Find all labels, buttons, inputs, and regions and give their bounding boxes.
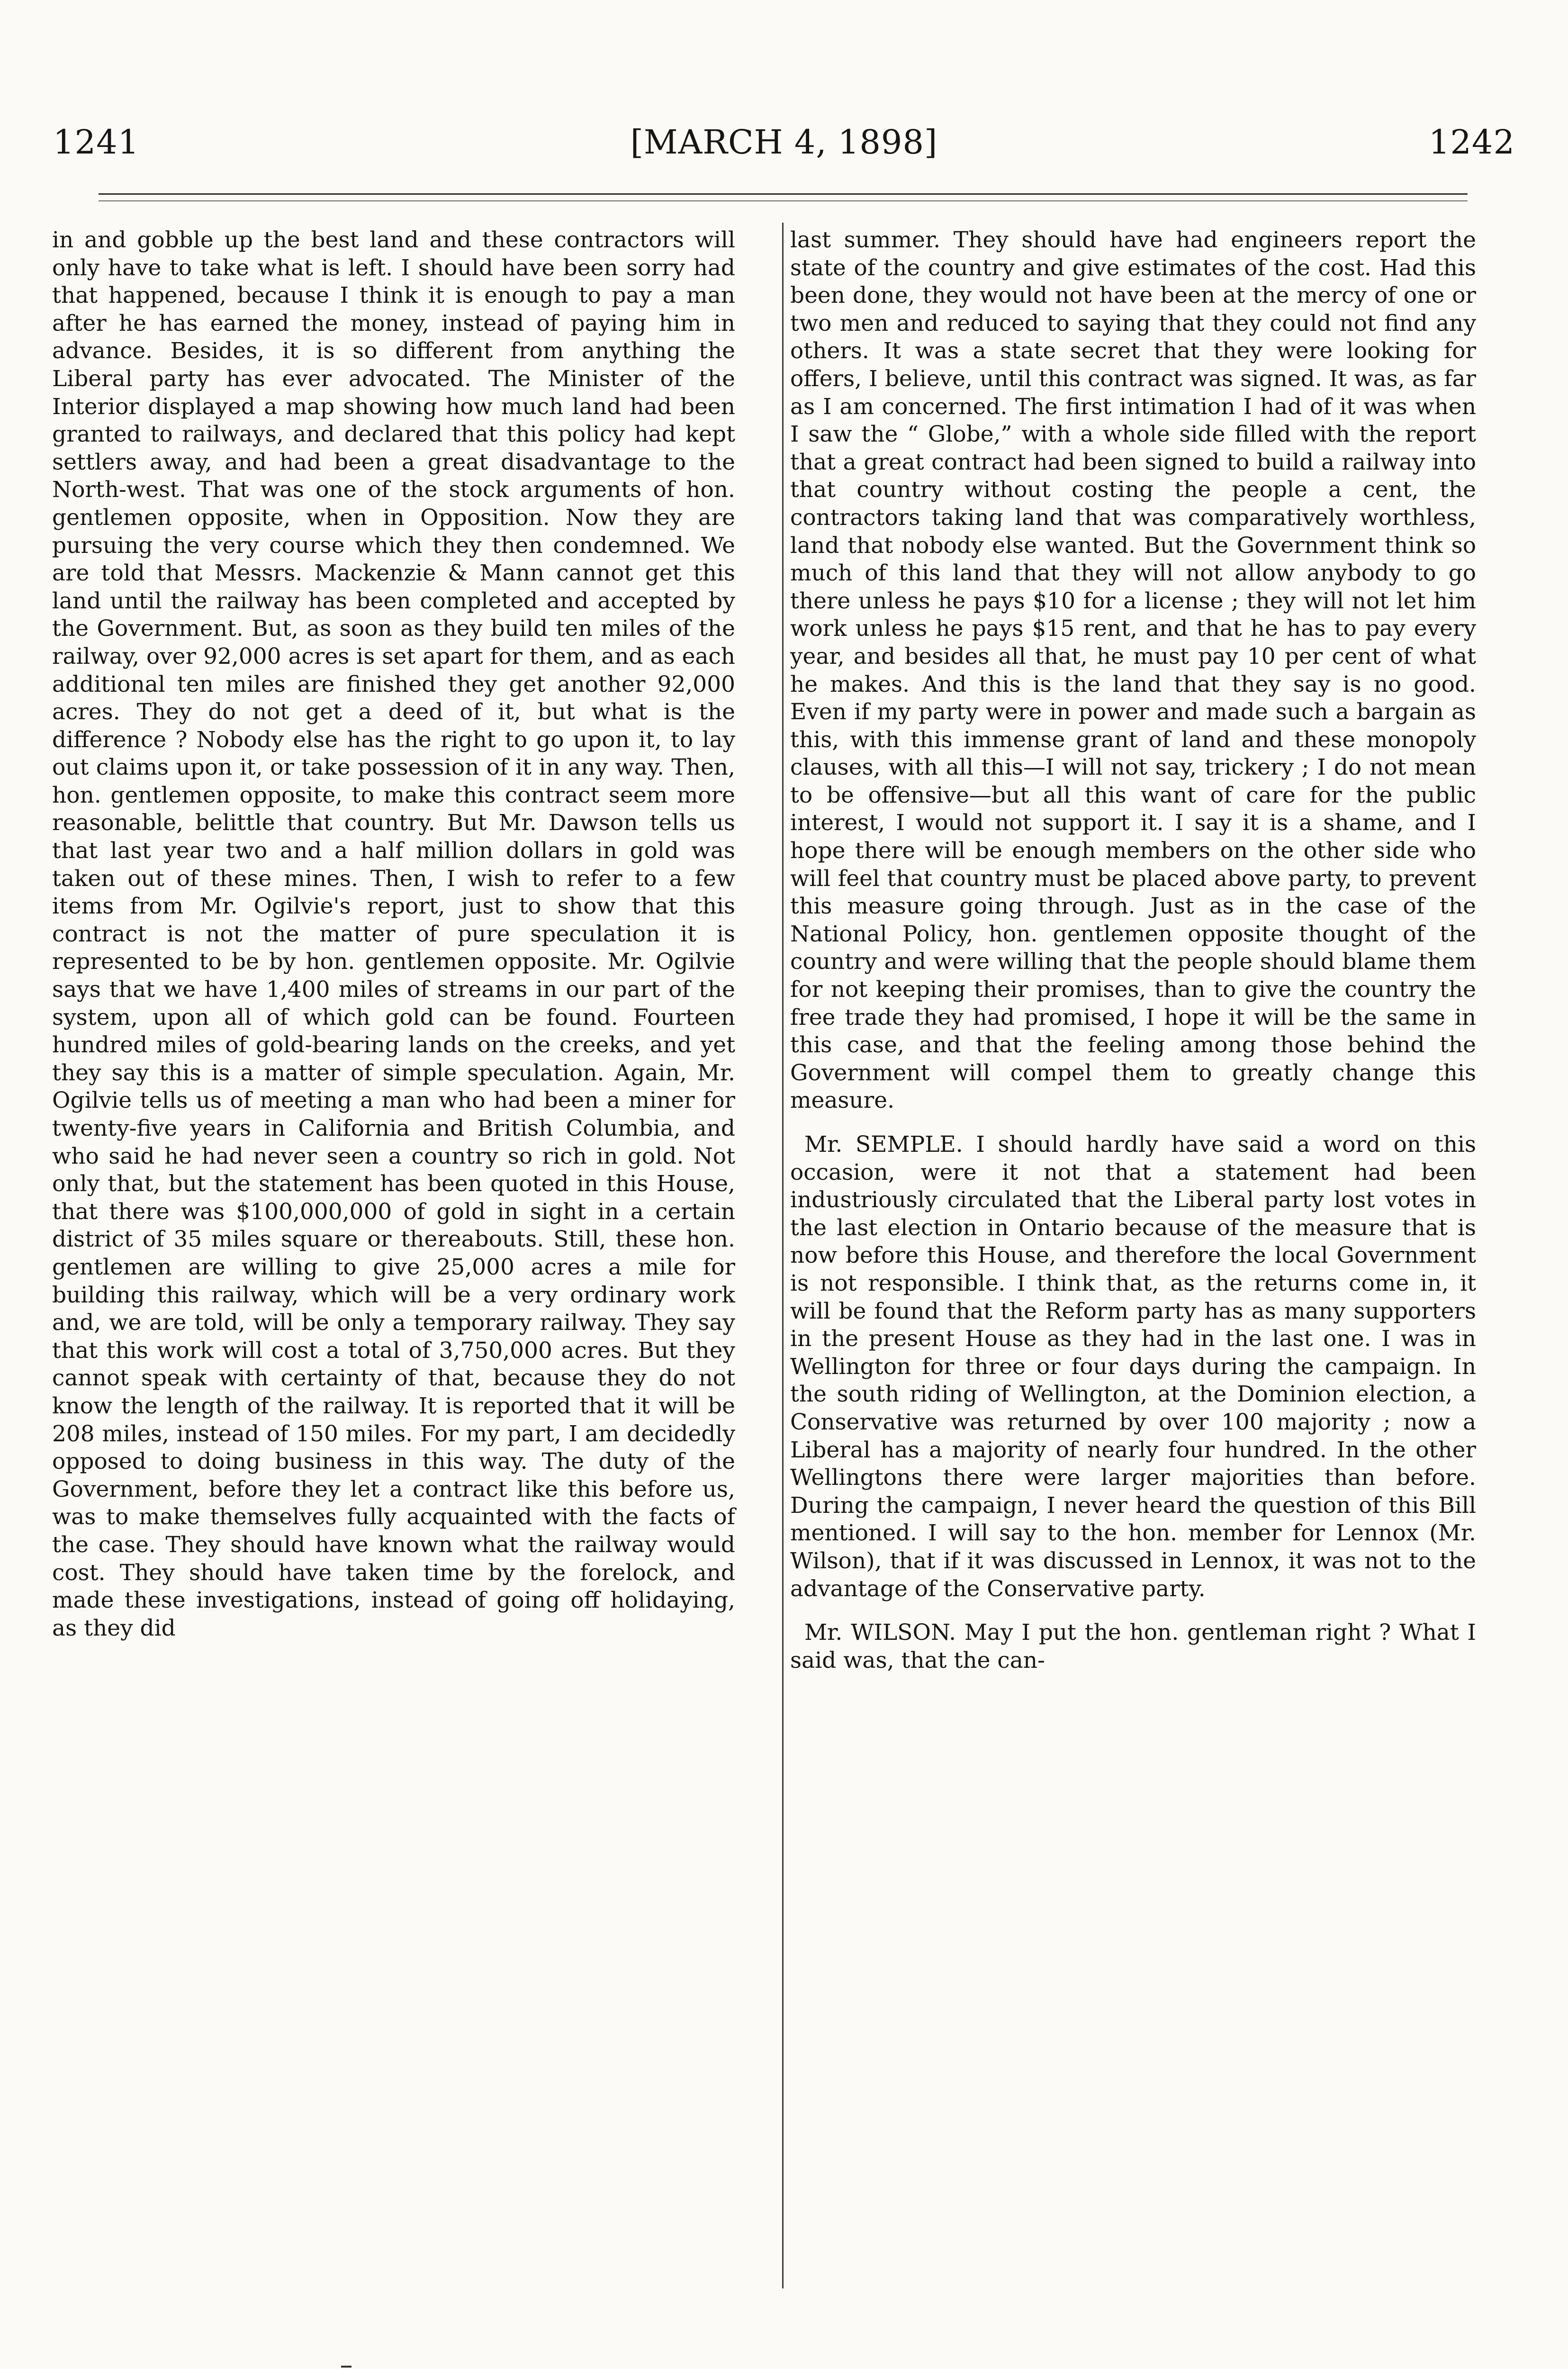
right-column-paragraph: last summer. They should have had engineers report the state of the country and give estimates of the cost. Had this been done, they would not have been at the mercy of one or two men and reduced to saying that they could not find any others. It was a state secret that they were looking for offers, I believe, until this contract was signed. It was, as far as I am concerned. The first intimation I had of it was when I saw the “ Globe,” with a whole side filled with the report that a great contract had been signed to build a railway into that country without costing the people a cent, the contractors taking land that was comparatively worthless, land that nobody else wanted. But the Government think so much of this land that they will not allow anybody to go there unless he pays $10 for a license ; they will not let him work unless he pays $15 rent, and that he has to pay every year, and besides all that, he must pay 10 per cent of what he makes. And this is the land that they say is no good. Even if my party were in power and made such a bargain as this, with this immense grant of land and these monopoly clauses, with all this—I will not say, trickery ; I do not mean to be offensive—but all this want of care for the public interest, I would not support it. I say it is a shame, and I hope there will be enough members on the other side who will feel that country must be placed above party, to prevent this measure going through. Just as in the case of the National Policy, hon. gentlemen opposite thought of the country and were willing that the people should blame them for not keeping their promises, than to give the country the free trade they had promised, I hope it will be the same in this case, and that the feeling among those behind the Government will compel them to greatly change this measure. (790, 227, 1476, 1114)
speaker-name: Mr. WILSON. (804, 1619, 956, 1646)
speech-text: I should hardly have said a word on this occasion, were it not that a statement had been industriously circulated that the Liberal party lost votes in the last election in Ontario because of the measure that is now before this House, and therefore the local Government is not responsible. I think that, as the returns come in, it will be found that the Reform party has as many supporters in the present House as they had in the last one. I was in Wellington for three or four days during the campaign. In the south riding of Wellington, at the Dominion election, a Conservative was returned by over 100 majority ; now a Liberal has a majority of nearly four hundred. In the other Wellingtons there were larger majorities than before. During the campaign, I never heard the question of this Bill mentioned. I will say to the hon. member for Lennox (Mr. Wilson), that if it was discussed in Lennox, it was not to the advantage of the Conservative party. (790, 1131, 1476, 1602)
page-number-right: 1242 (1428, 123, 1515, 162)
speech-text: May I put the hon. gentleman right ? What I said was, that the can- (790, 1619, 1476, 1673)
speech-wilson (790, 1619, 1476, 1674)
print-mark (341, 2366, 351, 2368)
header-rule (99, 193, 1468, 201)
right-column (790, 226, 1476, 1674)
speech-semple (790, 1131, 1476, 1603)
page-number-left: 1241 (53, 123, 140, 162)
page-header (0, 114, 1568, 171)
speaker-name: Mr. SEMPLE. (804, 1131, 963, 1157)
page-date: [MARCH 4, 1898] (630, 123, 938, 162)
left-column-text: in and gobble up the best land and these contractors will only have to take what is left. I should have been sorry had that happened, because I think it is enough to pay a man after he has earned the money, instead of paying him in advance. Besides, it is so different from anything the Liberal party has ever advocated. The Minister of the Interior displayed a map showing how much land had been granted to railways, and declared that this policy had kept settlers away, and had been a great disadvantage to the North-west. That was one of the stock arguments of hon. gentlemen opposite, when in Opposition. Now they are pursuing the very course which they then condemned. We are told that Messrs. Mackenzie & Mann cannot get this land until the railway has been completed and accepted by the Government. But, as soon as they build ten miles of the railway, over 92,000 acres is set apart for them, and as each additional ten miles are finished they get another 92,000 acres. They do not get a deed of it, but what is the difference ? Nobody else has the right to go upon it, to lay out claims upon it, or take possession of it in any way. Then, hon. gentlemen opposite, to make this contract seem more reasonable, belittle that country. But Mr. Dawson tells us that last year two and a half million dollars in gold was taken out of these mines. Then, I wish to refer to a few items from Mr. Ogilvie's report, just to show that this contract is not the matter of pure speculation it is represented to be by hon. gentlemen opposite. Mr. Ogilvie says that we have 1,400 miles of streams in our part of the system, upon all of which gold can be found. Fourteen hundred miles of gold-bearing lands on the creeks, and yet they say this is a matter of simple speculation. Again, Mr. Ogilvie tells us of meeting a man who had been a miner for twenty-five years in California and British Columbia, and who said he had never seen a country so rich in gold. Not only that, but the statement has been quoted in this House, that there was $100,000,000 of gold in sight in a certain district of 35 miles square or thereabouts. Still, these hon. gentlemen are willing to give 25,000 acres a mile for building this railway, which will be a very ordinary work and, we are told, will be only a temporary railway. They say that this work will cost a total of 3,750,000 acres. But they cannot speak with certainty of that, because they do not know the length of the railway. It is reported that it will be 208 miles, instead of 150 miles. For my part, I am decidedly opposed to doing business in this way. The duty of the Government, before they let a contract like this before us, was to make themselves fully acquainted with the facts of the case. They should have known what the railway would cost. They should have taken time by the forelock, and made these investigations, instead of going off holidaying, as they did (52, 227, 735, 1641)
left-column (52, 226, 735, 1642)
column-divider (782, 223, 784, 2288)
